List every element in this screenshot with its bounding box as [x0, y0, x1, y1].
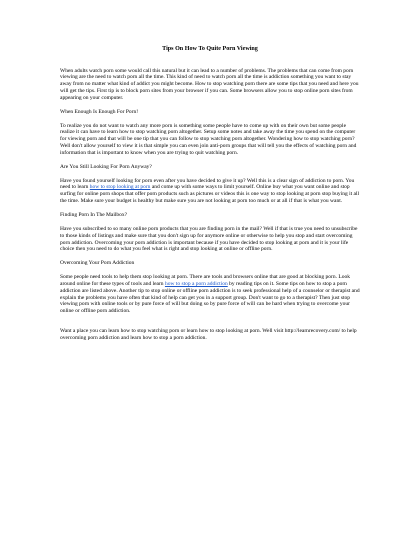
mailbox-paragraph: Have you subscribed to so many online porn products that you are finding porn in the mail? Well if that is true you need to unsubscribe to those kinds of listings and make sure that you don't sign up for anymore online or otherwise to help you stop and start overcoming porn addiction. Overcoming your porn addiction is important because if you have decided to stop looking at porn and it is your life choice then you need to do what you feel what is right and stop looking at online or offline porn. [60, 225, 358, 253]
overcoming-paragraph [60, 274, 360, 315]
intro-paragraph: When adults watch porn some would call this natural but it can lead to a number of problems. The problems that can come from porn viewing are the need to watch porn all the time. This kind of need to watch porn all the time is addiction something you want to stay away from no matter what kind of addict you might become. How to stop watching porn there are some tips that you need and here you will get the tips. First tip is to block porn sites from your browser if you can. Some browsers allow you to stop online porn sites from appearing on your computer. [60, 67, 359, 101]
stop-porn-addiction-link[interactable]: how to stop a porn addiction [164, 280, 228, 287]
section-heading-mailbox: Finding Porn In The Mailbox? [60, 212, 128, 218]
section-heading-still-looking: Are You Still Looking For Porn Anyway? [60, 163, 152, 170]
section-heading-overcoming: Overcoming Your Porn Addiction [60, 260, 135, 267]
section-heading-enough: When Enough Is Enough For Porn! [60, 108, 139, 115]
still-looking-text-1: Have you found yourself looking for porn even after you have decided to give it up? Well this is a clear sign of addiction to porn. You need to learn [60, 177, 355, 191]
enough-paragraph: To realize you do not want to watch any more porn is something some people have to come up with on their own but some people realize it can have to learn how to stop watching porn altogether. Setup some notes and take away the time you spend on the computer for viewing porn and that will be one tip that you can follow to stop watching porn altogether. Wondering how to stop watching porn? Well don't allow yourself to view it is that simple you can even join anti-porn groups that will tell you the effects of watching porn and information that is important to know when you are trying to quit watching porn. [60, 122, 357, 156]
document-title: Tips On How To Quite Porn Viewing [162, 46, 258, 52]
overcoming-text-2: by reading tips on it. Some tips on how to stop a porn addiction are listed above. Another tip to stop online or offline porn addiction is to seek professional help of a counselor or therapist and explain the problems you have often that kind of help can get you in a support group. Don't want to go to a therapist? Then just stop viewing porn with online tools or by pure force of will but doing so by pure force of will can be hard when trying to overcome your online or offline porn addiction. [60, 280, 360, 315]
closing-paragraph: Want a place you can learn how to stop watching porn or learn how to stop looking at porn. Well visit http://learnrecovery.com/ to help overcoming porn addiction and learn how to stop a porn addiction. [60, 328, 357, 341]
still-looking-text-2: and come up with some ways to limit yourself. Online buy what you want online and stop surfing for online porn shops that offer porn products such as pictures or videos this is one way to stop looking at porn stop buying it all the time. Make sure your budget is healthy but make sure you are not looking at porn too much or at all if that is what you want. [60, 184, 359, 205]
still-looking-paragraph [60, 178, 360, 205]
stop-looking-at-porn-link[interactable]: how to stop looking at porn [89, 184, 151, 191]
overcoming-text-1: Some people need tools to help them stop looking at porn. There are tools and browsers online that are good at blocking porn. Look around online for these types of tools and learn [60, 274, 350, 287]
